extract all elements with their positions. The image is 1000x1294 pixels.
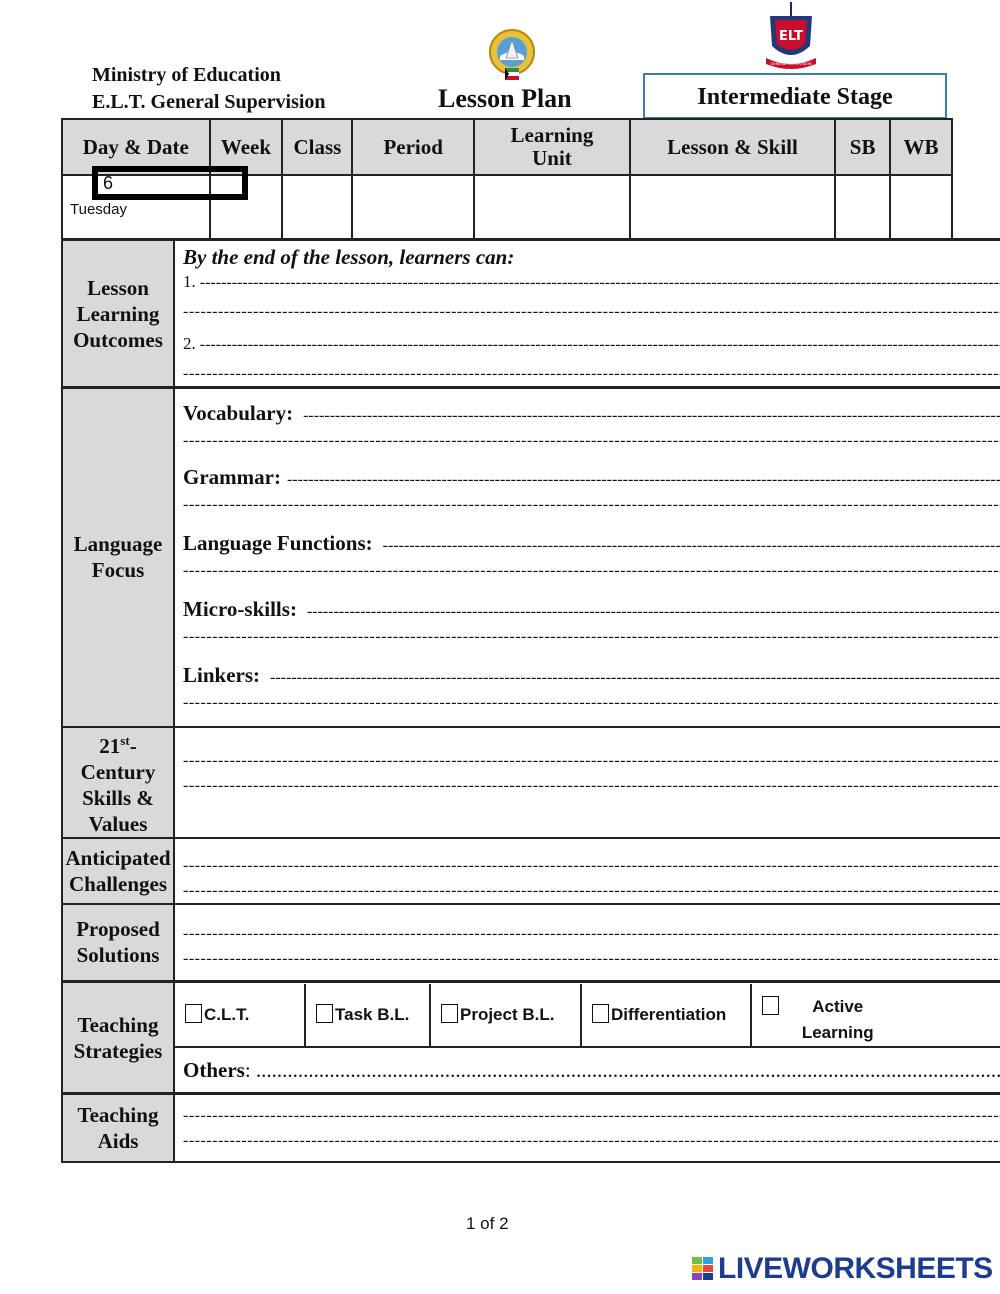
solutions-content[interactable] (174, 904, 1000, 982)
challenges-line-1[interactable] (183, 853, 1000, 878)
strategies-label: Teaching Strategies (62, 982, 174, 1094)
strategy-clt-label: C.L.T. (204, 1004, 250, 1024)
strategy-project-bl[interactable] (431, 984, 582, 1046)
cell-sb[interactable] (835, 175, 890, 239)
skills-label-post: -Century Skills & Values (80, 733, 156, 836)
checkbox-differentiation[interactable] (592, 1004, 609, 1023)
grammar-line[interactable] (287, 471, 1000, 489)
solutions-line-2[interactable] (183, 946, 1000, 971)
outcome-1-line-2[interactable] (183, 299, 1000, 324)
strategies-content (174, 982, 1000, 1094)
strategy-project-bl-label: Project B.L. (460, 1004, 555, 1024)
others-colon: : (244, 1057, 251, 1082)
outcomes-content[interactable] (174, 240, 1000, 388)
col-sb: SB (835, 119, 890, 175)
outcomes-intro: By the end of the lesson, learners can: (183, 245, 515, 269)
cell-class[interactable] (282, 175, 352, 239)
elt-logo-text: ELT (779, 29, 803, 44)
language-focus-content[interactable] (174, 388, 1000, 727)
checkbox-active-learning[interactable] (762, 996, 779, 1015)
aids-content[interactable] (174, 1094, 1000, 1162)
functions-label: Language Functions: (183, 531, 373, 555)
strategy-task-bl[interactable] (306, 984, 431, 1046)
others-line[interactable] (256, 1058, 1000, 1082)
strategy-differentiation[interactable] (582, 984, 752, 1046)
page-number: 1 of 2 (466, 1214, 509, 1233)
checkbox-clt[interactable] (185, 1004, 202, 1023)
checkbox-project-bl[interactable] (441, 1004, 458, 1023)
checkbox-task-bl[interactable] (316, 1004, 333, 1023)
micro-skills-label: Micro-skills: (183, 597, 297, 621)
skills-label-pre: 21 (99, 733, 121, 758)
others-label: Others (183, 1057, 245, 1082)
strategy-clt[interactable] (175, 984, 306, 1046)
outcome-1-line[interactable] (200, 274, 1000, 292)
col-class: Class (282, 119, 352, 175)
grammar-label: Grammar: (183, 465, 281, 489)
vocabulary-line-2[interactable] (183, 428, 1000, 453)
skills-label (62, 727, 174, 838)
functions-line[interactable] (383, 537, 1000, 555)
lesson-plan-table (61, 238, 1000, 1163)
supervision-name: E.L.T. General Supervision (92, 91, 326, 113)
strategy-task-bl-label: Task B.L. (335, 1004, 410, 1024)
ministry-block (92, 62, 326, 116)
grammar-line-2[interactable] (183, 492, 1000, 517)
vocabulary-line[interactable] (303, 407, 1000, 425)
date-input[interactable]: 6 (92, 166, 248, 200)
skills-content[interactable] (174, 727, 1000, 838)
aids-line-1[interactable] (183, 1103, 1000, 1128)
language-focus-label-text: Language Focus (73, 532, 163, 583)
outcome-2-line[interactable] (200, 336, 1000, 354)
cell-lesson-skill[interactable] (630, 175, 835, 239)
elt-logo-ribbon: GENERAL SUPERVISION (770, 62, 812, 66)
strategy-active-learning-label: Active Learning (801, 996, 874, 1042)
day-text: Tuesday (70, 201, 127, 218)
strategy-differentiation-label: Differentiation (611, 1004, 727, 1024)
micro-skills-line[interactable] (307, 603, 1000, 621)
vocabulary-label: Vocabulary: (183, 401, 294, 425)
solutions-label: Proposed Solutions (62, 904, 174, 982)
others-row[interactable] (175, 1048, 1000, 1092)
functions-line-2[interactable] (183, 558, 1000, 583)
outcomes-label: Lesson Learning Outcomes (62, 240, 174, 388)
ministry-name: Ministry of Education (92, 64, 281, 86)
col-learning-unit (474, 119, 630, 175)
aids-line-2[interactable] (183, 1128, 1000, 1153)
challenges-line-2[interactable] (183, 878, 1000, 903)
outcome-2-number: 2. (183, 334, 196, 353)
cell-period[interactable] (352, 175, 474, 239)
linkers-line[interactable] (270, 669, 1000, 687)
skills-label-sup: st (120, 732, 130, 748)
micro-skills-line-2[interactable] (183, 624, 1000, 649)
col-day-date: Day & Date (62, 119, 210, 175)
skills-line-1[interactable] (183, 748, 1000, 773)
cell-learning-unit[interactable] (474, 175, 630, 239)
liveworksheets-icon (692, 1257, 714, 1281)
skills-line-2[interactable] (183, 773, 1000, 798)
challenges-content[interactable] (174, 838, 1000, 904)
outcome-2-line-2[interactable] (183, 361, 1000, 386)
col-learning-unit-label: Learning Unit (510, 123, 594, 170)
outcome-1-number: 1. (183, 272, 196, 291)
strategies-options (175, 984, 1000, 1048)
col-week: Week (210, 119, 283, 175)
col-lesson-skill: Lesson & Skill (630, 119, 835, 175)
solutions-line-1[interactable] (183, 921, 1000, 946)
liveworksheets-text: LIVEWORKSHEETS (718, 1252, 993, 1285)
page-title: Lesson Plan (438, 84, 572, 113)
elt-logo-icon (762, 2, 820, 70)
col-period: Period (352, 119, 474, 175)
language-focus-label (62, 388, 174, 727)
linkers-label: Linkers: (183, 663, 261, 687)
col-wb: WB (890, 119, 952, 175)
aids-label: Teaching Aids (62, 1094, 174, 1162)
stage-box: Intermediate Stage (643, 73, 947, 119)
strategy-active-learning[interactable] (752, 984, 1000, 1046)
kuwait-emblem-icon (486, 28, 538, 84)
liveworksheets-logo[interactable] (692, 1252, 993, 1286)
cell-wb[interactable] (890, 175, 952, 239)
linkers-line-2[interactable] (183, 690, 1000, 715)
challenges-label: Anticipated Challenges (62, 838, 174, 904)
